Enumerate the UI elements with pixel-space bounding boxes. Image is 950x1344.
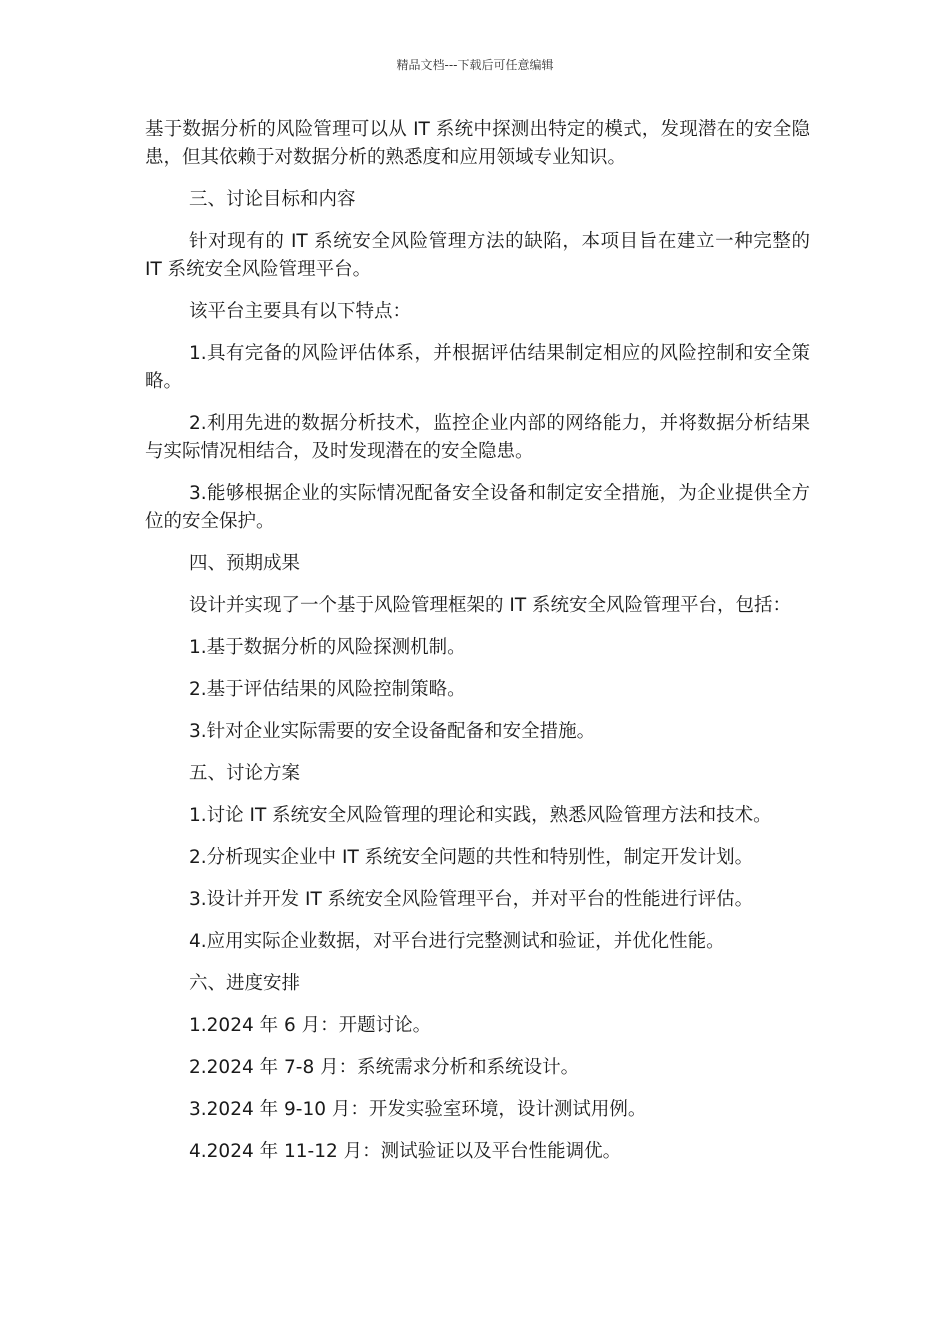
list-item-outcome-1: 1.基于数据分析的风险探测机制。: [189, 637, 466, 658]
paragraph-features-intro: 该平台主要具有以下特点：: [189, 301, 412, 322]
document-body: [145, 116, 810, 1180]
list-item-schedule-3: 3.2024 年 9-10 月：开发实验室环境，设计测试用例。: [189, 1099, 647, 1120]
list-item-plan-3: 3.设计并开发 IT 系统安全风险管理平台，并对平台的性能进行评估。: [189, 889, 754, 910]
list-item-feature-3: 3.能够根据企业的实际情况配备安全设备和制定安全措施，为企业提供全方位的安全保护。: [145, 483, 810, 532]
list-item-feature-1: 1.具有完备的风险评估体系，并根据评估结果制定相应的风险控制和安全策略。: [145, 343, 810, 392]
paragraph-goal-statement: 针对现有的 IT 系统安全风险管理方法的缺陷，本项目旨在建立一种完整的 IT 系统安全风险管理平台。: [145, 231, 810, 280]
paragraph-intro: 基于数据分析的风险管理可以从 IT 系统中探测出特定的模式，发现潜在的安全隐患，但其依赖于对数据分析的熟悉度和应用领域专业知识。: [145, 119, 810, 168]
section-heading-schedule: 六、进度安排: [189, 973, 301, 994]
list-item-schedule-2: 2.2024 年 7-8 月：系统需求分析和系统设计。: [189, 1057, 580, 1078]
section-heading-plan: 五、讨论方案: [189, 763, 301, 784]
section-heading-goals: 三、讨论目标和内容: [189, 189, 356, 210]
list-item-feature-2: 2.利用先进的数据分析技术，监控企业内部的网络能力，并将数据分析结果与实际情况相结合，及时发现潜在的安全隐患。: [145, 413, 810, 462]
list-item-plan-1: 1.讨论 IT 系统安全风险管理的理论和实践，熟悉风险管理方法和技术。: [189, 805, 772, 826]
section-heading-outcomes: 四、预期成果: [189, 553, 301, 574]
list-item-schedule-4: 4.2024 年 11-12 月：测试验证以及平台性能调优。: [189, 1141, 622, 1162]
list-item-outcome-2: 2.基于评估结果的风险控制策略。: [189, 679, 466, 700]
list-item-plan-4: 4.应用实际企业数据，对平台进行完整测试和验证，并优化性能。: [189, 931, 725, 952]
list-item-plan-2: 2.分析现实企业中 IT 系统安全问题的共性和特别性，制定开发计划。: [189, 847, 754, 868]
list-item-schedule-1: 1.2024 年 6 月：开题讨论。: [189, 1015, 432, 1036]
paragraph-outcomes-intro: 设计并实现了一个基于风险管理框架的 IT 系统安全风险管理平台，包括：: [189, 595, 792, 616]
list-item-outcome-3: 3.针对企业实际需要的安全设备配备和安全措施。: [189, 721, 596, 742]
page-header: 精品文档---下载后可任意编辑: [396, 58, 554, 72]
